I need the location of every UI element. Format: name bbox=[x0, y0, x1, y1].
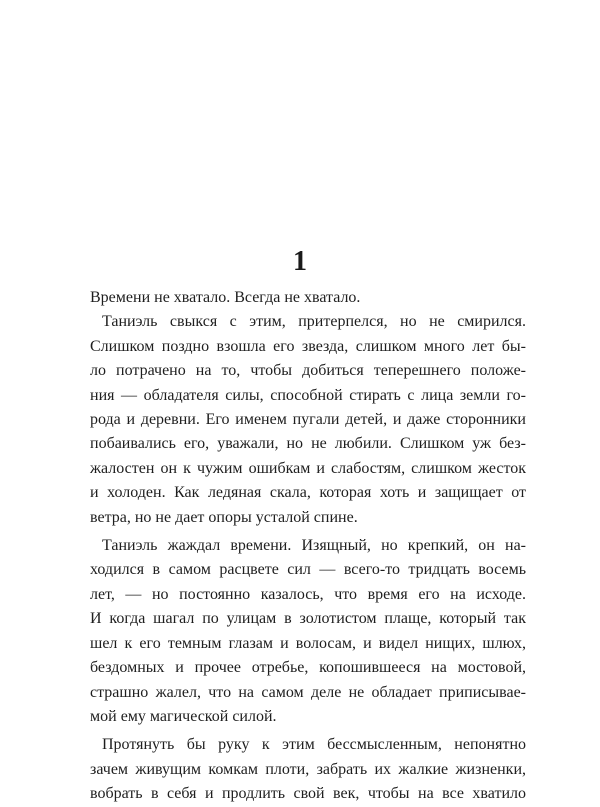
text-line: зачем живущим комкам плоти, забрать их жалкие жизненки, bbox=[90, 760, 526, 778]
text-line: ния — обладателя силы, способной стирать с лица земли го- bbox=[90, 386, 526, 404]
text-line: бездомных и прочее отребье, копошившееся на мостовой, bbox=[90, 659, 526, 677]
text-line: ветра, но не дает опоры усталой спине. bbox=[90, 508, 358, 526]
text-line: и холоден. Как ледяная скала, которая хоть и защищает от bbox=[90, 484, 526, 502]
text-line: Таниэль жаждал времени. Изящный, но крепкий, он на- bbox=[102, 537, 526, 555]
text-line: шел к его темным глазам и волосам, и видел нищих, шлюх, bbox=[90, 634, 526, 652]
text-line: ходился в самом расцвете сил — всего-то тридцать восемь bbox=[90, 561, 526, 579]
text-line: страшно жалел, что на самом деле не обладает приписывае- bbox=[90, 683, 526, 701]
chapter-text bbox=[90, 286, 526, 807]
chapter-number: 1 bbox=[293, 246, 307, 277]
paragraph bbox=[90, 286, 526, 310]
text-line: ло потрачено на то, чтобы добиться теперешнего положе- bbox=[90, 362, 526, 380]
text-line: жалостен он к чужим ошибкам и слабостям, слишком жесток bbox=[90, 459, 526, 477]
text-line: побаивались его, уважали, но не любили. Слишком уж без- bbox=[90, 435, 526, 453]
text-line: рода и деревни. Его именем пугали детей, и даже сторонники bbox=[90, 411, 526, 429]
text-line: Таниэль свыкся с этим, притерпелся, но не смирился. bbox=[102, 313, 526, 331]
text-line: И когда шагал по улицам в золотистом плаще, который так bbox=[90, 610, 526, 628]
text-line: вобрать в себя и продлить свой век, чтобы на все хватило bbox=[90, 785, 526, 803]
paragraph bbox=[90, 310, 526, 530]
text-line: Протянуть бы руку к этим бессмысленным, непонятно bbox=[102, 736, 526, 754]
text-line: Слишком поздно взошла его звезда, слишком много лет бы- bbox=[90, 337, 526, 355]
paragraph bbox=[90, 733, 526, 806]
text-line: лет, — но постоянно казалось, что время его на исходе. bbox=[90, 585, 526, 603]
text-line: Времени не хватало. Всегда не хватало. bbox=[90, 289, 361, 306]
text-line: мой ему магической силой. bbox=[90, 707, 277, 725]
paragraph bbox=[90, 534, 526, 729]
